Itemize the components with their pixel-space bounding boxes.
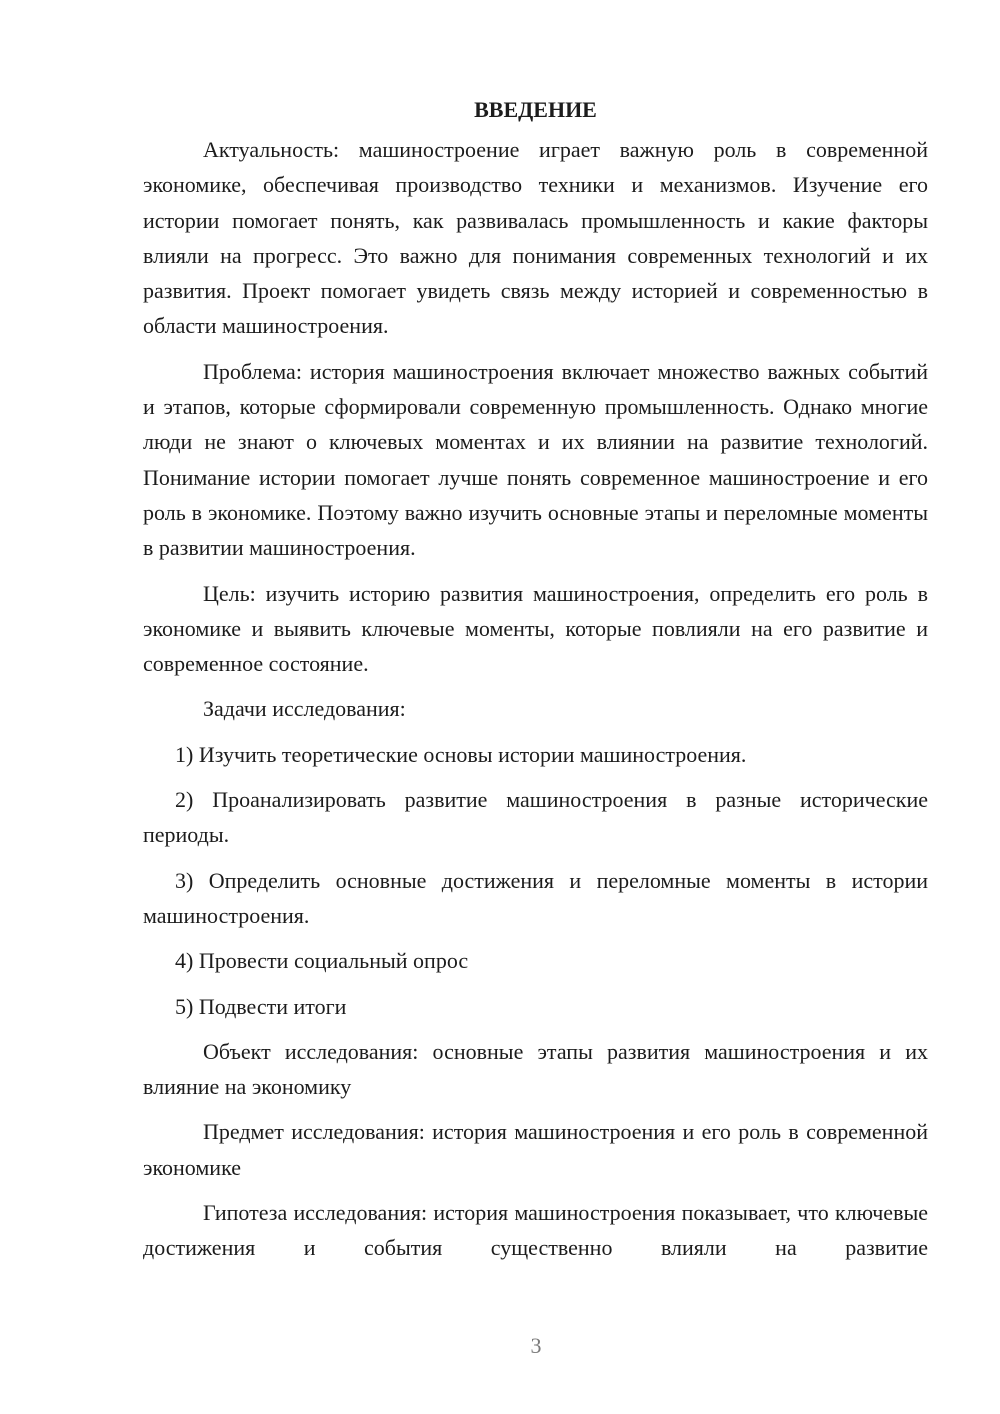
paragraph-goal: Цель: изучить историю развития машиностроения, определить его роль в экономике и выявить ключевые моменты, которые повлияли на его развитие и современное состояние. [143,580,928,677]
paragraph-subject: Предмет исследования: история машиностроения и его роль в современной экономике [143,1119,928,1180]
page-title: ВВЕДЕНИЕ [474,97,597,122]
paragraph-relevance: Актуальность: машиностроение играет важную роль в современной экономике, обеспечивая производство техники и механизмов. Изучение его истории помогает понять, как развивалась промышленность и какие факторы влияли на прогресс. Это важно для понимания современных технологий и их развития. Проект помогает увидеть связь между историей и современностью в области машиностроения. [143,137,928,339]
paragraph-hypothesis: Гипотеза исследования: история машиностроения показывает, что ключевые достижения и события существенно влияли на развитие [143,1200,928,1261]
task-item-5: 5) Подвести итоги [175,993,347,1019]
task-item-1: 1) Изучить теоретические основы истории машиностроения. [175,741,747,767]
tasks-heading: Задачи исследования: [203,696,406,722]
paragraph-object: Объект исследования: основные этапы развития машиностроения и их влияние на экономику [143,1038,928,1100]
task-item-3: 3) Определить основные достижения и переломные моменты в истории машиностроения. [143,867,928,928]
paragraph-problem: Проблема: история машиностроения включает множество важных событий и этапов, которые сформировали современную промышленность. Однако многие люди не знают о ключевых моментах и их влиянии на развитие технологий. Понимание истории помогает лучше понять современное машиностроение и его роль в экономике. Поэтому важно изучить основные этапы и переломные моменты в развитии машиностроения. [143,358,928,561]
task-item-4: 4) Провести социальный опрос [175,948,469,974]
page-number: 3 [530,1333,542,1358]
task-item-2: 2) Проанализировать развитие машиностроения в разные исторические периоды. [143,787,928,848]
document-page [143,92,928,1276]
